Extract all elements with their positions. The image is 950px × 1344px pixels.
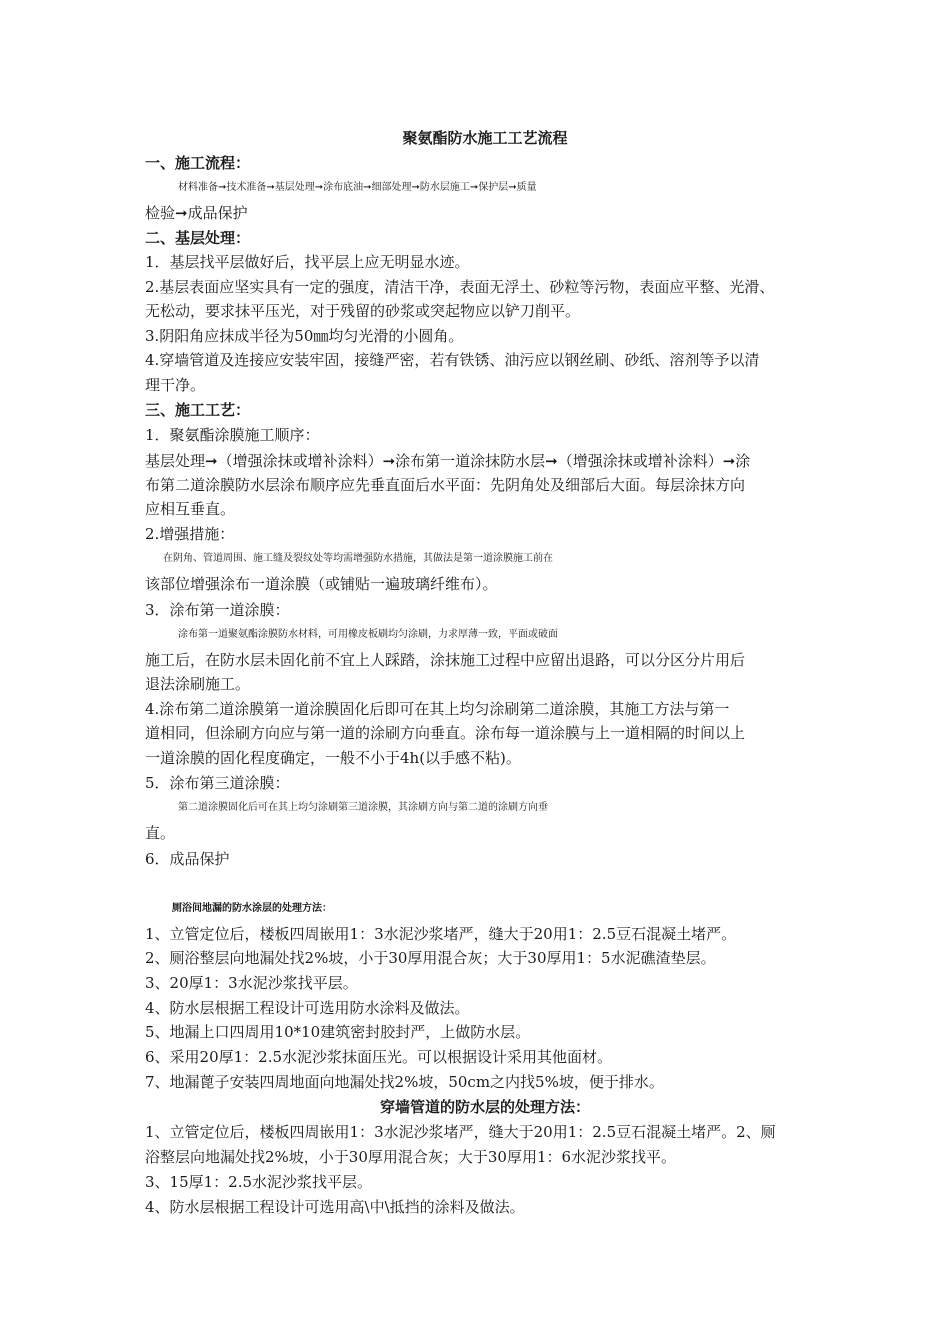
paragraph-line: 4.涂布第二道涂膜第一道涂膜固化后即可在其上均匀涂刷第二道涂膜，其施工方法与第一 [145, 700, 730, 718]
paragraph-line: 2、厕浴整层向地漏处找2%坡，小于30厚用混合灰；大于30厚用1：5水泥礁渣垫层。 [145, 949, 716, 967]
paragraph-line: 1．基层找平层做好后，找平层上应无明显水迹。 [145, 253, 470, 271]
paragraph-line: 检验➞成品保护 [145, 204, 248, 222]
paragraph-line: 退法涂刷施工。 [145, 675, 251, 693]
paragraph-line: 3.阴阳角应抹成半径为50㎜均匀光滑的小圆角。 [145, 327, 464, 345]
paragraph-line: 在阴角、管道周围、施工缝及裂纹处等均需增强防水措施，其做法是第一道涂膜施工前在 [163, 553, 553, 564]
paragraph-line: 基层处理➞（增强涂抹或增补涂料）➞涂布第一道涂抹防水层➞（增强涂抹或增补涂料）➞涂 [145, 452, 751, 470]
section-2-heading: 二、基层处理： [145, 229, 251, 247]
paragraph-line: 4.穿墙管道及连接应安装牢固，接缝严密，若有铁锈、油污应以钢丝刷、砂纸、溶剂等予以清 [145, 351, 760, 369]
paragraph-line: 应相互垂直。 [145, 500, 236, 518]
paragraph-line: 无松动，要求抹平压光，对于残留的砂浆或突起物应以铲刀削平。 [145, 302, 581, 320]
paragraph-line: 第二道涂膜固化后可在其上均匀涂刷第三道涂膜，其涂刷方向与第二道的涂刷方向垂 [178, 802, 548, 813]
paragraph-line: 理干净。 [145, 376, 206, 394]
section-4-heading: 厕浴间地漏的防水涂层的处理方法： [172, 903, 332, 914]
paragraph-line: 7、地漏蓖子安装四周地面向地漏处找2%坡，50cm之内找5%坡，便于排水。 [145, 1073, 664, 1091]
paragraph-line: 3、20厚1：3水泥沙浆找平层。 [145, 974, 358, 992]
paragraph-line: 浴整层向地漏处找2%坡，小于30厚用混合灰；大于30厚用1：6水泥沙浆找平。 [145, 1148, 677, 1166]
section-1-heading: 一、施工流程： [145, 154, 251, 172]
paragraph-line: 一道涂膜的固化程度确定，一般不小于4h(以手感不粘)。 [145, 749, 521, 767]
paragraph-line: 6、采用20厚1：2.5水泥沙浆抹面压光。可以根据设计采用其他面材。 [145, 1048, 613, 1066]
section-3-heading: 三、施工工艺： [145, 401, 251, 419]
paragraph-line: 4、防水层根据工程设计可选用防水涂料及做法。 [145, 999, 470, 1017]
paragraph-line: 涂布第一道聚氨酯涂膜防水材料，可用橡皮板刷均匀涂刷，力求厚薄一致，平面或破面 [178, 629, 558, 640]
paragraph-line: 该部位增强涂布一道涂膜（或铺贴一遍玻璃纤维布）。 [145, 575, 498, 593]
paragraph-line: 2.基层表面应坚实具有一定的强度，清洁干净，表面无浮土、砂粒等污物，表面应平整、光滑、 [145, 278, 775, 296]
paragraph-line: 5、地漏上口四周用10*10建筑密封胶封严，上做防水层。 [145, 1023, 531, 1041]
document-title: 聚氨酯防水施工工艺流程 [402, 129, 568, 147]
paragraph-line: 施工后，在防水层未固化前不宜上人踩踏，涂抹施工过程中应留出退路，可以分区分片用后 [145, 651, 746, 669]
paragraph-line: 道相同，但涂刷方向应与第一道的涂刷方向垂直。涂布每一道涂膜与上一道相隔的时间以上 [145, 724, 746, 742]
paragraph-line: 5．涂布第三道涂膜： [145, 774, 290, 792]
paragraph-line: 2.增强措施： [145, 525, 235, 543]
paragraph-line: 3、15厚1：2.5水泥沙浆找平层。 [145, 1173, 373, 1191]
paragraph-line: 1．聚氨酯涂膜施工顺序： [145, 426, 320, 444]
paragraph-line: 1、立管定位后，楼板四周嵌用1：3水泥沙浆堵严，缝大于20用1：2.5豆石混凝土堵严。 [145, 925, 737, 943]
section-5-heading: 穿墙管道的防水层的处理方法： [379, 1098, 590, 1116]
paragraph-line: 6．成品保护 [145, 850, 230, 868]
paragraph-line: 4、防水层根据工程设计可选用高\中\抵挡的涂料及做法。 [145, 1198, 525, 1216]
paragraph-line: 布第二道涂膜防水层涂布顺序应先垂直面后水平面：先阴角处及细部后大面。每层涂抹方向 [145, 476, 746, 494]
paragraph-line: 3．涂布第一道涂膜： [145, 601, 290, 619]
paragraph-line: 材料准备➞技术准备➞基层处理➞涂布底油➞细部处理➞防水层施工➞保护层➞质量 [178, 182, 537, 193]
paragraph-line: 直。 [145, 824, 176, 842]
paragraph-line: 1、立管定位后，楼板四周嵌用1：3水泥沙浆堵严，缝大于20用1：2.5豆石混凝土堵严。2、厕 [145, 1123, 776, 1141]
